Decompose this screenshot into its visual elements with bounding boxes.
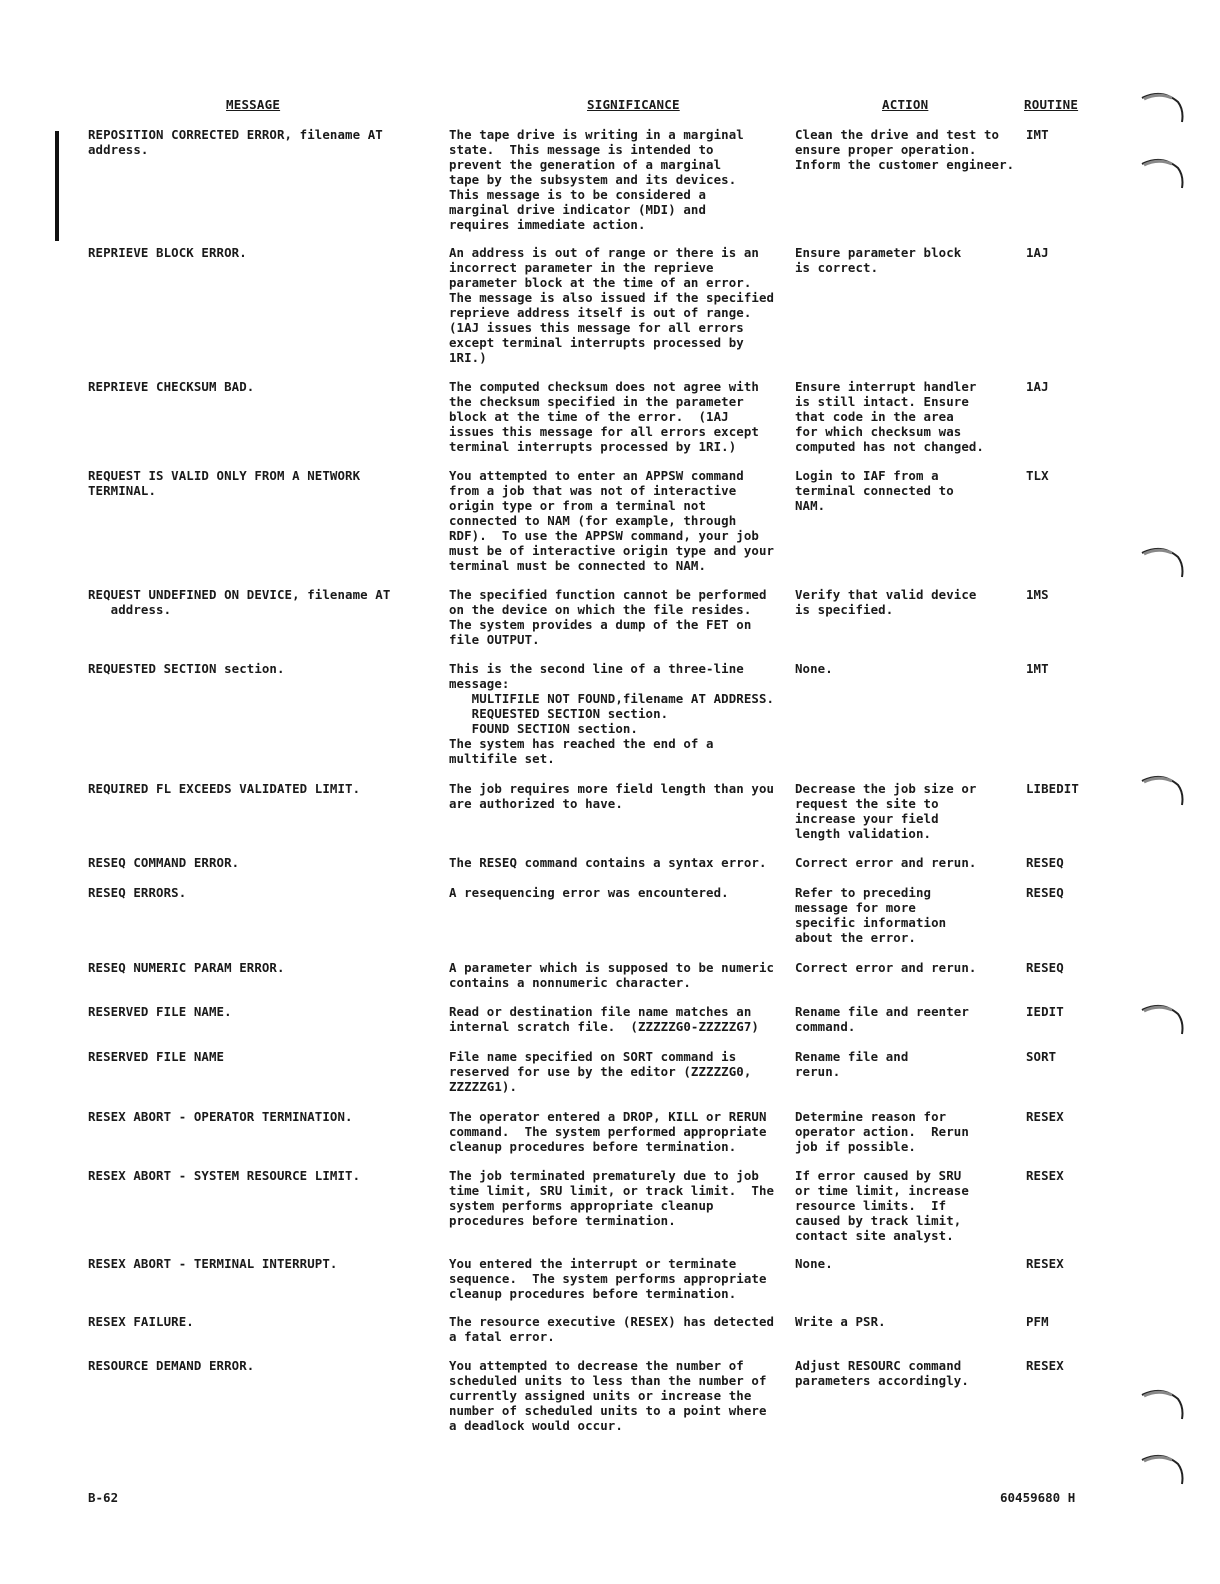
row-significance: The resource executive (RESEX) has detected a fatal error.: [449, 1314, 775, 1344]
row-message: RESERVED FILE NAME.: [88, 1004, 232, 1019]
row-significance: An address is out of range or there is an incorrect parameter in the reprieve parameter block at the time of an error. The message is also issued if the specified reprieve address itself is out of range. (1AJ issues this message for all errors except terminal interrupts processed by 1RI.): [449, 245, 775, 365]
row-significance: This is the second line of a three-line message: MULTIFILE NOT FOUND,filename AT ADDRESS. REQUESTED SECTION section. FOUND SECTION section. The system has reached the end of a multifile set.: [449, 661, 775, 766]
punch-hole-mark: [1138, 543, 1186, 583]
row-action: Rename file and reenter command.: [795, 1004, 969, 1034]
row-significance: You entered the interrupt or terminate sequence. The system performs appropriate cleanup procedures before termination.: [449, 1256, 767, 1301]
row-action: Rename file and rerun.: [795, 1049, 909, 1079]
row-message: RESEQ NUMERIC PARAM ERROR.: [88, 960, 285, 975]
row-significance: The job terminated prematurely due to job time limit, SRU limit, or track limit. The system performs appropriate cleanup procedures before termination.: [449, 1168, 775, 1228]
row-routine: RESEX: [1026, 1168, 1064, 1183]
row-message: REQUESTED SECTION section.: [88, 661, 285, 676]
header-message: MESSAGE: [226, 97, 281, 112]
row-routine: RESEQ: [1026, 855, 1064, 870]
row-significance: The operator entered a DROP, KILL or RERUN command. The system performed appropriate cleanup procedures before termination.: [449, 1109, 767, 1154]
row-significance: A parameter which is supposed to be numeric contains a nonnumeric character.: [449, 960, 775, 990]
row-significance: A resequencing error was encountered.: [449, 885, 729, 900]
row-routine: 1MS: [1026, 587, 1049, 602]
row-routine: RESEX: [1026, 1358, 1064, 1373]
change-bar: [55, 131, 59, 241]
row-message: RESEQ COMMAND ERROR.: [88, 855, 240, 870]
header-significance: SIGNIFICANCE: [587, 97, 680, 112]
row-routine: 1AJ: [1026, 379, 1049, 394]
page-number: B-62: [88, 1490, 119, 1505]
header-action: ACTION: [882, 97, 929, 112]
row-significance: The tape drive is writing in a marginal state. This message is intended to prevent the generation of a marginal tape by the subsystem and its devices. This message is to be considered a marginal drive indicator (MDI) and requires immediate action.: [449, 127, 744, 232]
row-action: Ensure interrupt handler is still intact. Ensure that code in the area for which checksum was computed has not changed.: [795, 379, 984, 454]
row-significance: File name specified on SORT command is reserved for use by the editor (ZZZZZG0, ZZZZZG1).: [449, 1049, 752, 1094]
row-routine: 1AJ: [1026, 245, 1049, 260]
row-significance: The computed checksum does not agree with the checksum specified in the parameter block at the time of the error. (1AJ issues this message for all errors except terminal interrupts processed by 1RI.): [449, 379, 759, 454]
row-routine: IEDIT: [1026, 1004, 1064, 1019]
row-routine: RESEX: [1026, 1256, 1064, 1271]
row-message: REPOSITION CORRECTED ERROR, filename AT address.: [88, 127, 383, 157]
row-action: Write a PSR.: [795, 1314, 886, 1329]
punch-hole-mark: [1138, 1000, 1186, 1040]
punch-hole-mark: [1138, 154, 1186, 194]
row-message: RESEX ABORT - SYSTEM RESOURCE LIMIT.: [88, 1168, 361, 1183]
row-routine: LIBEDIT: [1026, 781, 1079, 796]
row-message: RESEX ABORT - TERMINAL INTERRUPT.: [88, 1256, 338, 1271]
row-significance: You attempted to decrease the number of scheduled units to less than the number of currently assigned units or increase the number of scheduled units to a point where a deadlock would occur.: [449, 1358, 767, 1433]
row-routine: 1MT: [1026, 661, 1049, 676]
row-routine: RESEX: [1026, 1109, 1064, 1124]
row-message: REPRIEVE BLOCK ERROR.: [88, 245, 247, 260]
row-significance: Read or destination file name matches an internal scratch file. (ZZZZZG0-ZZZZZG7): [449, 1004, 759, 1034]
row-message: REPRIEVE CHECKSUM BAD.: [88, 379, 255, 394]
header-routine: ROUTINE: [1024, 97, 1079, 112]
row-significance: The specified function cannot be performed on the device on which the file resides. The system provides a dump of the FET on file OUTPUT.: [449, 587, 767, 647]
row-action: Determine reason for operator action. Rerun job if possible.: [795, 1109, 969, 1154]
row-action: Correct error and rerun.: [795, 960, 977, 975]
row-action: Refer to preceding message for more specific information about the error.: [795, 885, 947, 945]
row-action: Decrease the job size or request the site to increase your field length validation.: [795, 781, 977, 841]
row-routine: IMT: [1026, 127, 1049, 142]
row-significance: The job requires more field length than you are authorized to have.: [449, 781, 775, 811]
row-message: RESEX FAILURE.: [88, 1314, 194, 1329]
row-message: RESOURCE DEMAND ERROR.: [88, 1358, 255, 1373]
row-action: None.: [795, 661, 833, 676]
row-message: REQUEST IS VALID ONLY FROM A NETWORK TERMINAL.: [88, 468, 361, 498]
row-message: REQUEST UNDEFINED ON DEVICE, filename AT address.: [88, 587, 391, 617]
row-action: Verify that valid device is specified.: [795, 587, 977, 617]
row-routine: SORT: [1026, 1049, 1057, 1064]
row-significance: The RESEQ command contains a syntax error.: [449, 855, 767, 870]
row-action: Correct error and rerun.: [795, 855, 977, 870]
row-significance: You attempted to enter an APPSW command from a job that was not of interactive origin type or from a terminal not connected to NAM (for example, through RDF). To use the APPSW command, your job must be of interactive origin type and your terminal must be connected to NAM.: [449, 468, 775, 573]
row-message: REQUIRED FL EXCEEDS VALIDATED LIMIT.: [88, 781, 361, 796]
row-message: RESERVED FILE NAME: [88, 1049, 225, 1064]
row-routine: RESEQ: [1026, 960, 1064, 975]
punch-hole-mark: [1138, 88, 1186, 128]
document-number: 60459680 H: [1000, 1490, 1076, 1505]
row-action: Login to IAF from a terminal connected to NAM.: [795, 468, 954, 513]
row-routine: TLX: [1026, 468, 1049, 483]
punch-hole-mark: [1138, 771, 1186, 811]
row-action: Clean the drive and test to ensure proper operation. Inform the customer engineer.: [795, 127, 1015, 172]
row-action: If error caused by SRU or time limit, increase resource limits. If caused by track limit, contact site analyst.: [795, 1168, 969, 1243]
row-message: RESEX ABORT - OPERATOR TERMINATION.: [88, 1109, 353, 1124]
row-action: Ensure parameter block is correct.: [795, 245, 962, 275]
row-action: None.: [795, 1256, 833, 1271]
row-routine: RESEQ: [1026, 885, 1064, 900]
row-message: RESEQ ERRORS.: [88, 885, 187, 900]
row-action: Adjust RESOURC command parameters accordingly.: [795, 1358, 969, 1388]
row-routine: PFM: [1026, 1314, 1049, 1329]
punch-hole-mark: [1138, 1450, 1186, 1490]
punch-hole-mark: [1138, 1385, 1186, 1425]
